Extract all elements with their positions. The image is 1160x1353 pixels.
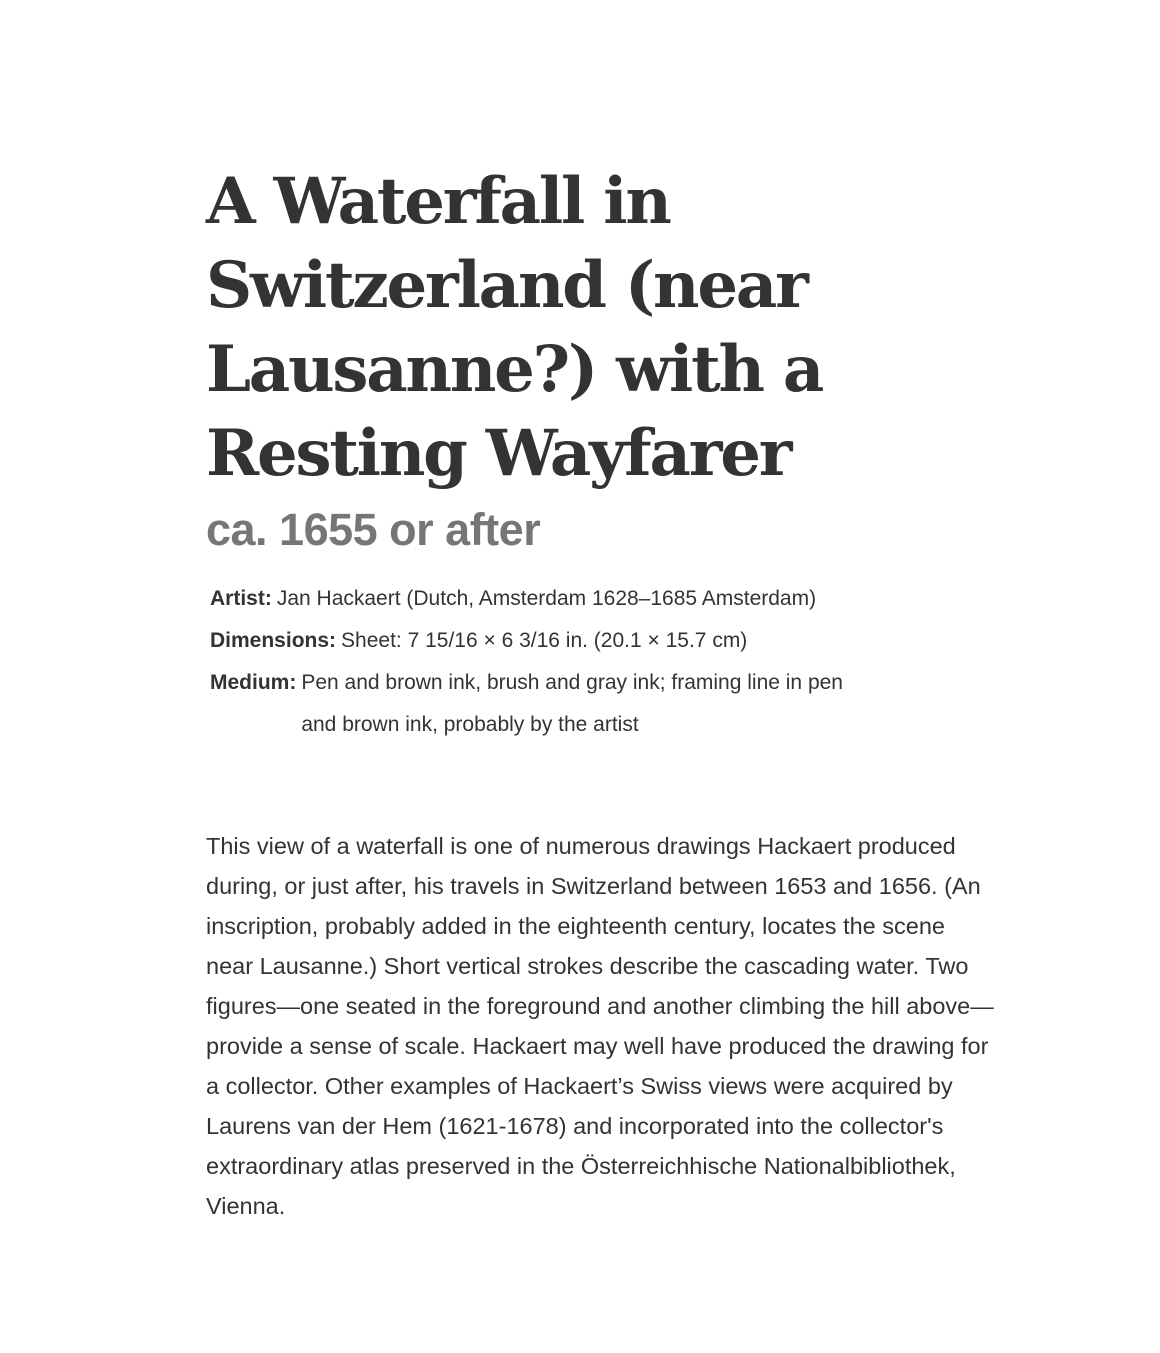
artwork-date: ca. 1655 or after	[206, 504, 541, 555]
medium-value: Pen and brown ink, brush and gray ink; framing line in pen and brown ink, probably by the artist	[301, 671, 843, 736]
dimensions-value: Sheet: 7 15/16 × 6 3/16 in. (20.1 × 15.7 cm)	[341, 629, 748, 652]
dimensions-label: Dimensions:	[210, 629, 337, 652]
artist-label: Artist:	[210, 587, 272, 610]
dimensions-row	[210, 620, 1006, 662]
artwork-details	[210, 578, 1006, 746]
medium-label: Medium:	[210, 671, 297, 694]
medium-row	[210, 662, 1006, 746]
artwork-description: This view of a waterfall is one of numerous drawings Hackaert produced during, or just after, his travels in Switzerland between 1653 and 1656. (An inscription, probably added in the eighteenth century, locates the scene near Lausanne.) Short vertical strokes describe the cascading water. Two figures—one seated in the foreground and another climbing the hill above—provide a sense of scale. Hackaert may well have produced the drawing for a collector. Other examples of Hackaert’s Swiss views were acquired by Laurens van der Hem (1621-1678) and incorporated into the collector's extraordinary atlas preserved in the Österreichhische Nationalbibliothek, Vienna.	[206, 833, 994, 1219]
artist-row	[210, 578, 1006, 620]
artwork-title: A Waterfall in Switzerland (near Lausanne?) with a Resting Wayfarer	[206, 164, 823, 491]
artist-value: Jan Hackaert (Dutch, Amsterdam 1628–1685 Amsterdam)	[276, 587, 817, 610]
artwork-page	[206, 160, 1006, 1250]
